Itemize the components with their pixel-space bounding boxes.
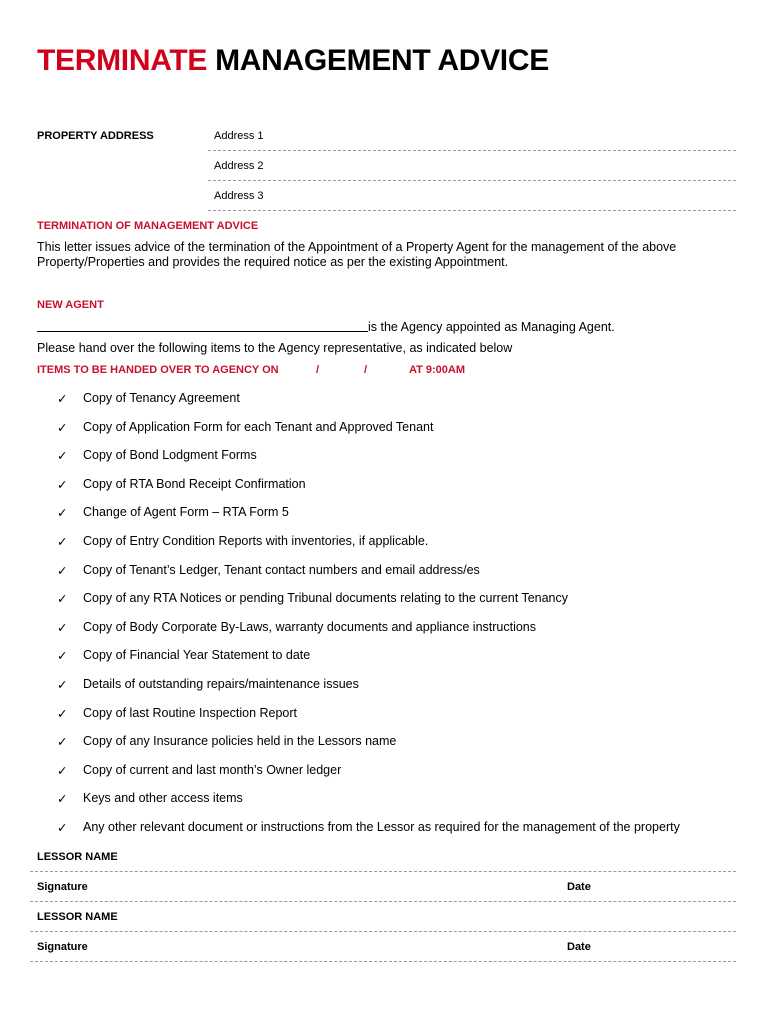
list-item: ✓ Copy of last Routine Inspection Report bbox=[57, 706, 680, 735]
list-item: ✓ Copy of current and last month’s Owner ledger bbox=[57, 763, 680, 792]
termination-text: This letter issues advice of the termination of the Appointment of a Property Agent for the management of the above Property/Properties and provides the required notice as per the existing Appointment. bbox=[37, 240, 677, 269]
list-item: ✓ Copy of Entry Condition Reports with inventories, if applicable. bbox=[57, 534, 680, 563]
list-item: ✓ Keys and other access items bbox=[57, 791, 680, 820]
list-item: ✓ Copy of any Insurance policies held in the Lessors name bbox=[57, 734, 680, 763]
check-icon: ✓ bbox=[57, 792, 68, 807]
lessor-2-name-label: LESSOR NAME bbox=[37, 911, 118, 923]
list-item: ✓ Copy of Application Form for each Tenant and Approved Tenant bbox=[57, 420, 680, 449]
property-address-label: PROPERTY ADDRESS bbox=[37, 130, 154, 142]
check-icon: ✓ bbox=[57, 677, 68, 692]
check-icon: ✓ bbox=[57, 563, 68, 578]
list-item: ✓ Copy of Financial Year Statement to date bbox=[57, 648, 680, 677]
lessor-1-signature-label: Signature bbox=[37, 881, 88, 893]
termination-heading: TERMINATION OF MANAGEMENT ADVICE bbox=[37, 220, 259, 232]
lessor-2-name-field[interactable] bbox=[30, 931, 736, 932]
check-icon: ✓ bbox=[57, 735, 68, 750]
check-icon: ✓ bbox=[57, 420, 68, 435]
handover-text: Please hand over the following items to the Agency representative, as indicated below bbox=[37, 341, 513, 355]
lessor-2-date-label: Date bbox=[567, 941, 591, 953]
lessor-2-signature-label: Signature bbox=[37, 941, 88, 953]
check-icon: ✓ bbox=[57, 592, 68, 607]
check-icon: ✓ bbox=[57, 649, 68, 664]
lessor-2-signature-field[interactable] bbox=[30, 961, 736, 962]
check-icon: ✓ bbox=[57, 820, 68, 835]
title-rest: MANAGEMENT ADVICE bbox=[207, 44, 549, 77]
appointed-text: is the Agency appointed as Managing Agent. bbox=[368, 320, 615, 334]
list-item: ✓ Details of outstanding repairs/maintenance issues bbox=[57, 677, 680, 706]
lessor-1-name-label: LESSOR NAME bbox=[37, 851, 118, 863]
check-icon: ✓ bbox=[57, 477, 68, 492]
address-1-field[interactable]: Address 1 bbox=[214, 130, 264, 142]
list-item: ✓ Any other relevant document or instructions from the Lessor as required for the management of the property bbox=[57, 820, 680, 849]
agency-name-field[interactable] bbox=[37, 331, 368, 332]
list-item: ✓ Copy of Tenant’s Ledger, Tenant contact numbers and email address/es bbox=[57, 563, 680, 592]
address-2-line bbox=[208, 180, 736, 181]
check-icon: ✓ bbox=[57, 392, 68, 406]
lessor-1-signature-field[interactable] bbox=[30, 901, 736, 902]
check-icon: ✓ bbox=[57, 534, 68, 549]
list-item: ✓ Copy of Body Corporate By-Laws, warranty documents and appliance instructions bbox=[57, 620, 680, 649]
date-slash-2: / bbox=[364, 364, 368, 376]
check-icon: ✓ bbox=[57, 620, 68, 635]
items-heading: ITEMS TO BE HANDED OVER TO AGENCY ON bbox=[37, 364, 279, 376]
check-icon: ✓ bbox=[57, 706, 68, 721]
date-slash-1: / bbox=[316, 364, 320, 376]
address-3-line bbox=[208, 210, 736, 211]
address-3-field[interactable]: Address 3 bbox=[214, 190, 264, 202]
check-icon: ✓ bbox=[57, 763, 68, 778]
check-icon: ✓ bbox=[57, 506, 68, 521]
list-item: ✓ Copy of Bond Lodgment Forms bbox=[57, 448, 680, 477]
list-item: ✓ Change of Agent Form – RTA Form 5 bbox=[57, 505, 680, 534]
list-item: ✓ Copy of Tenancy Agreement bbox=[57, 391, 680, 420]
check-icon: ✓ bbox=[57, 449, 68, 464]
handover-items-list bbox=[57, 391, 680, 849]
new-agent-heading: NEW AGENT bbox=[37, 299, 104, 311]
lessor-1-date-label: Date bbox=[567, 881, 591, 893]
address-2-field[interactable]: Address 2 bbox=[214, 160, 264, 172]
list-item: ✓ Copy of RTA Bond Receipt Confirmation bbox=[57, 477, 680, 506]
lessor-1-name-field[interactable] bbox=[30, 871, 736, 872]
handover-time: AT 9:00AM bbox=[409, 364, 466, 376]
page-title bbox=[37, 44, 549, 78]
title-terminate: TERMINATE bbox=[37, 44, 208, 77]
list-item: ✓ Copy of any RTA Notices or pending Tribunal documents relating to the current Tenancy bbox=[57, 591, 680, 620]
address-1-line bbox=[208, 150, 736, 151]
